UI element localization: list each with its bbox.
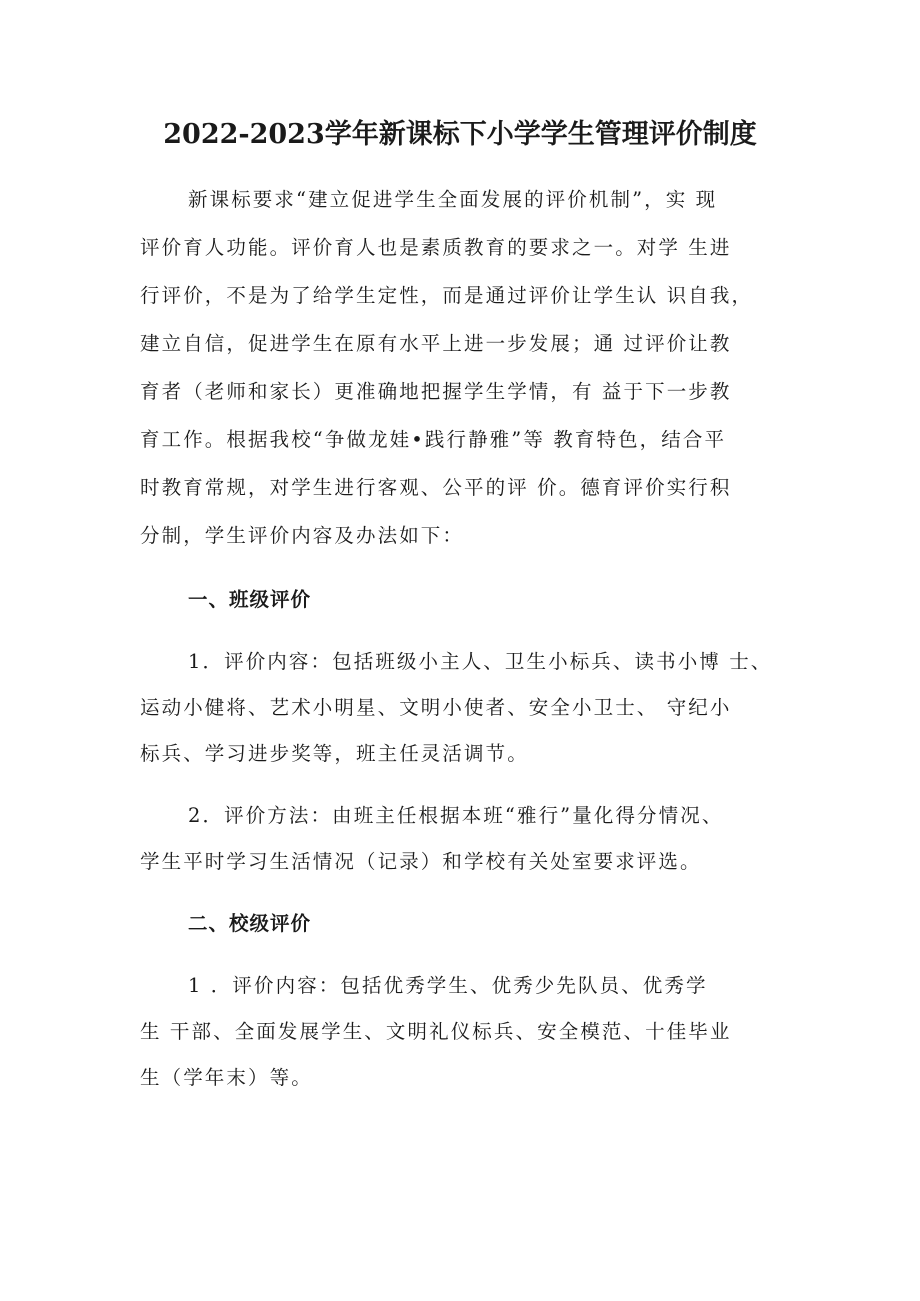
item-line: 1 ．评价内容：包括优秀学生、优秀少先队员、优秀学 bbox=[188, 974, 708, 997]
item-line: 生 干部、全面发展学生、文明礼仪标兵、安全模范、十佳毕业 bbox=[140, 1020, 732, 1043]
intro-line: 行评价，不是为了给学生定性，而是通过评价让学生认 识自我， bbox=[140, 284, 754, 307]
intro-line: 评价育人功能。评价育人也是素质教育的要求之一。对学 生进 bbox=[140, 236, 732, 259]
intro-line: 育者（老师和家长）更准确地把握学生学情，有 益于下一步教 bbox=[140, 380, 732, 403]
item-line: 2．评价方法：由班主任根据本班“雅行”量化得分情况、 bbox=[188, 804, 724, 827]
intro-line: 建立自信，促进学生在原有水平上进一步发展；通 过评价让教 bbox=[140, 332, 732, 355]
item-line: 1．评价内容：包括班级小主人、卫生小标兵、读书小博 士、 bbox=[188, 650, 773, 673]
item-line: 运动小健将、艺术小明星、文明小使者、安全小卫士、 守纪小 bbox=[140, 696, 732, 719]
document-title: 2022-2023学年新课标下小学学生管理评价制度 bbox=[163, 119, 757, 150]
item-line: 标兵、学习进步奖等，班主任灵活调节。 bbox=[140, 742, 529, 765]
section-heading-class-evaluation: 一、班级评价 bbox=[188, 588, 312, 611]
intro-line: 育工作。根据我校“争做龙娃•践行静雅”等 教育特色，结合平 bbox=[140, 428, 727, 451]
section-heading-school-evaluation: 二、校级评价 bbox=[188, 912, 312, 935]
item-line: 生（学年末）等。 bbox=[140, 1066, 313, 1089]
intro-line: 分制，学生评价内容及办法如下： bbox=[140, 524, 465, 547]
intro-line: 时教育常规，对学生进行客观、公平的评 价。德育评价实行积 bbox=[140, 476, 732, 499]
intro-line: 新课标要求“建立促进学生全面发展的评价机制”，实 现 bbox=[188, 188, 718, 211]
item-line: 学生平时学习生活情况（记录）和学校有关处室要求评选。 bbox=[140, 850, 702, 873]
